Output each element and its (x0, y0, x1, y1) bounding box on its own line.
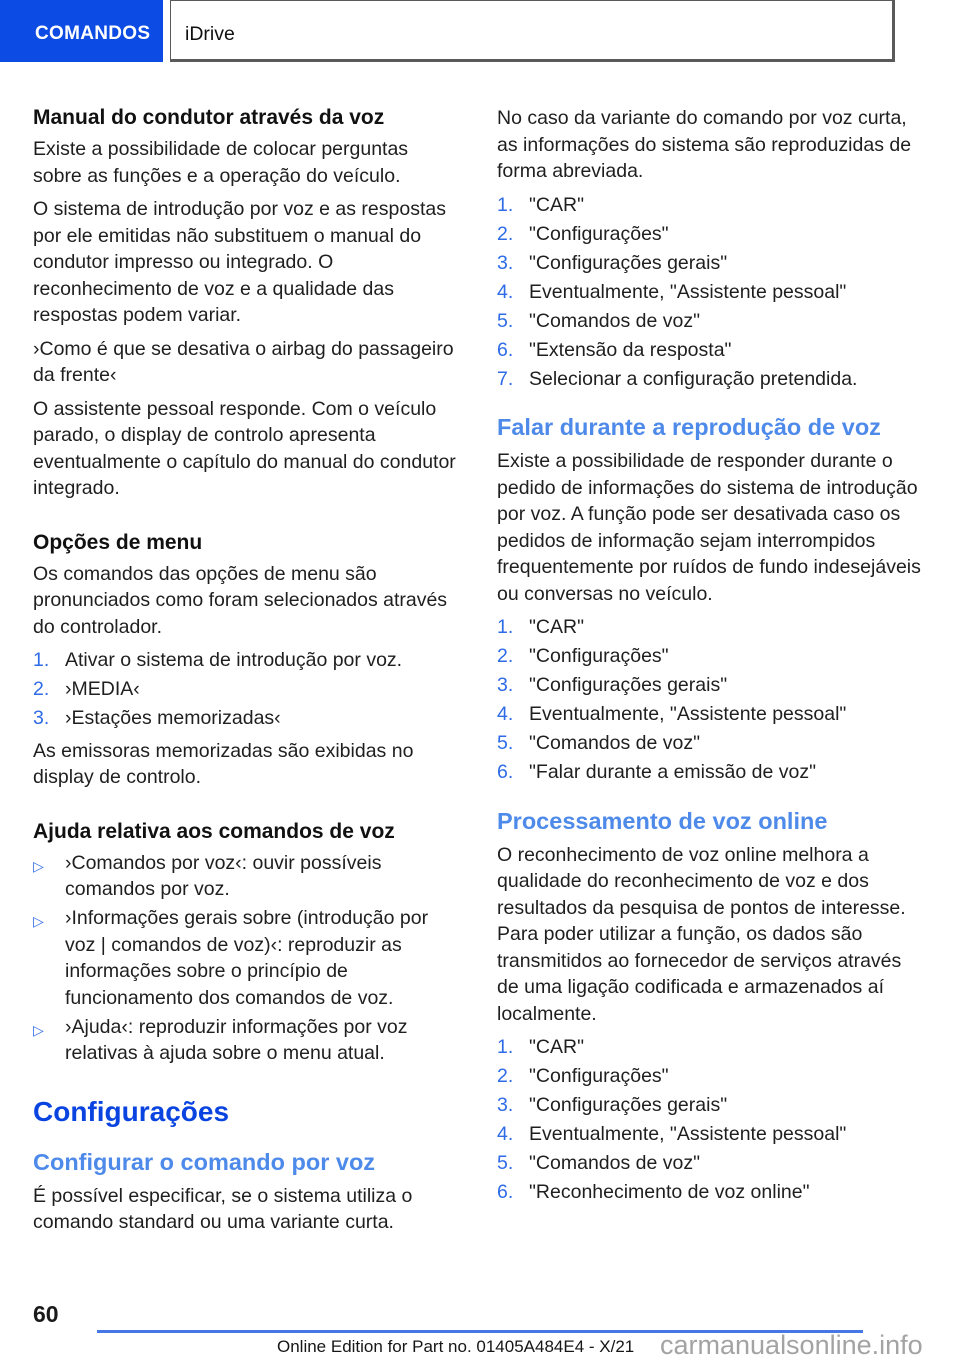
numbered-list (33, 647, 460, 732)
list-item (497, 337, 924, 364)
heading-manual-voz: Manual do condutor através da voz (33, 106, 385, 129)
list-item (497, 614, 924, 641)
numbered-list (497, 614, 924, 786)
list-number: 5. (497, 732, 514, 754)
paragraph: Existe a possibilidade de colocar perguntas sobre as funções e a operação do veículo. (33, 138, 409, 187)
bullet-item-text: ›Informações gerais sobre (introdução por voz | comandos de voz)‹: reproduzir as informações sobre o princípio de funcionamento dos comandos de voz. (65, 907, 429, 1009)
list-number: 2. (497, 645, 514, 667)
paragraph: O sistema de introdução por voz e as respostas por ele emitidas não substituem o manual do condutor impresso ou integrado. O reconhecimento de voz e a qualidade das respostas podem variar. (33, 198, 446, 326)
list-item (497, 643, 924, 670)
heading-falar-durante: Falar durante a reprodução de voz (497, 414, 881, 440)
left-column (33, 105, 460, 1243)
list-item (497, 1179, 924, 1206)
list-item (497, 1121, 924, 1148)
heading-configurar-comando: Configurar o comando por voz (33, 1148, 376, 1175)
heading-ajuda-comandos: Ajuda relativa aos comandos de voz (33, 819, 395, 843)
list-item-text: "Comandos de voz" (529, 1152, 701, 1174)
list-number: 3. (33, 707, 50, 729)
list-item (497, 1150, 924, 1177)
list-item (497, 730, 924, 757)
paragraph: ›Como é que se desativa o airbag do passageiro da frente‹ (33, 337, 454, 386)
list-number: 6. (497, 761, 514, 783)
list-number: 1. (497, 1036, 514, 1058)
list-item (33, 647, 460, 674)
list-item (497, 221, 924, 248)
list-item-text: "CAR" (529, 193, 585, 216)
bullet-item (33, 850, 460, 903)
triangle-bullet-icon: ▷ (33, 913, 44, 929)
list-number: 4. (497, 280, 514, 303)
list-item (497, 366, 924, 393)
list-number: 1. (497, 193, 514, 216)
triangle-bullet-icon: ▷ (33, 1021, 44, 1038)
heading-configuracoes: Configurações (33, 1095, 230, 1127)
list-item-text: Eventualmente, "Assistente pessoal" (529, 703, 847, 725)
list-item (497, 279, 924, 306)
list-number: 2. (497, 222, 514, 245)
paragraph: Os comandos das opções de menu são pronunciados como foram selecionados através do controlador. (33, 562, 448, 638)
numbered-list (497, 192, 924, 393)
numbered-list (497, 1034, 924, 1206)
list-item-text: "Configurações" (529, 222, 669, 245)
list-item-text: Eventualmente, "Assistente pessoal" (529, 1123, 847, 1145)
paragraph: Existe a possibilidade de responder durante o pedido de informações do sistema de introdução por voz. A função pode ser desativada caso os pedidos de informação sejam interrompidos frequentemente por ruídos de fundo indesejáveis ou conversas no veículo. (497, 450, 921, 605)
list-item-text: ›Estações memorizadas‹ (65, 707, 281, 729)
chapter-tab (0, 0, 163, 62)
bullet-list (33, 850, 460, 1067)
list-item-text: "Configurações" (529, 645, 669, 667)
section-label: iDrive (185, 22, 235, 45)
edition-note: Online Edition for Part no. 01405A484E4 - X/21 (277, 1337, 635, 1356)
right-column (497, 105, 924, 1243)
list-item-text: ›MEDIA‹ (65, 678, 140, 700)
list-number: 3. (497, 251, 514, 274)
list-item-text: "Extensão da resposta" (529, 338, 732, 361)
list-item-text: "CAR" (529, 616, 585, 638)
list-number: 5. (497, 1152, 514, 1174)
list-item (497, 192, 924, 219)
list-number: 4. (497, 1123, 514, 1145)
heading-opcoes-menu: Opções de menu (33, 530, 203, 554)
list-number: 1. (497, 616, 514, 638)
list-number: 5. (497, 309, 514, 332)
paragraph: É possível especificar, se o sistema utiliza o comando standard ou uma variante curta. (33, 1184, 413, 1233)
list-item (497, 250, 924, 277)
list-item-text: "Comandos de voz" (529, 309, 701, 332)
list-item-text: Selecionar a configuração pretendida. (529, 367, 858, 390)
list-item (33, 705, 460, 732)
list-item-text: "Configurações gerais" (529, 251, 728, 274)
list-item (33, 676, 460, 703)
page-content (33, 105, 924, 1243)
list-number: 3. (497, 674, 514, 696)
list-item (497, 1063, 924, 1090)
list-item (497, 308, 924, 335)
list-number: 6. (497, 1181, 514, 1203)
bullet-item-text: ›Comandos por voz‹: ouvir possíveis comandos por voz. (65, 851, 382, 900)
list-item-text: "Reconhecimento de voz online" (529, 1181, 810, 1203)
list-item-text: "CAR" (529, 1036, 585, 1058)
list-item-text: "Comandos de voz" (529, 732, 701, 754)
bullet-item (33, 1014, 460, 1067)
list-item (497, 701, 924, 728)
list-item (497, 672, 924, 699)
watermark-text: carmanualsonline.info (660, 1330, 923, 1360)
list-item-text: Ativar o sistema de introdução por voz. (65, 649, 403, 671)
list-number: 2. (497, 1065, 514, 1087)
list-item-text: "Configurações" (529, 1065, 669, 1087)
paragraph: No caso da variante do comando por voz curta, as informações do sistema são reproduzidas de forma abreviada. (497, 107, 912, 182)
bullet-item (33, 905, 460, 1011)
list-number: 1. (33, 649, 50, 671)
list-number: 3. (497, 1094, 514, 1116)
heading-processamento-online: Processamento de voz online (497, 807, 828, 834)
list-number: 2. (33, 678, 50, 700)
bullet-item-text: ›Ajuda‹: reproduzir informações por voz relativas à ajuda sobre o menu atual. (65, 1015, 408, 1064)
list-item-text: "Configurações gerais" (529, 1094, 728, 1116)
paragraph: O reconhecimento de voz online melhora a qualidade do reconhecimento de voz e dos resultados da pesquisa de pontos de interesse. Para poder utilizar a função, os dados são transmitidos ao fornecedor de serviços através de uma ligação codificada e armazenados aí localmente. (497, 843, 906, 1025)
chapter-label: COMANDOS (35, 22, 151, 44)
paragraph: O assistente pessoal responde. Com o veículo parado, o display de controlo apresenta eventualmente o capítulo do manual do condutor integrado. (33, 397, 456, 499)
triangle-bullet-icon: ▷ (33, 857, 44, 874)
page-number: 60 (33, 1301, 59, 1327)
list-number: 6. (497, 338, 514, 361)
list-number: 7. (497, 367, 514, 390)
list-number: 4. (497, 703, 514, 725)
section-header-box (170, 0, 895, 62)
list-item (497, 1092, 924, 1119)
list-item (497, 759, 924, 786)
paragraph: As emissoras memorizadas são exibidas no display de controlo. (33, 739, 414, 788)
list-item-text: "Configurações gerais" (529, 674, 728, 696)
list-item-text: "Falar durante a emissão de voz" (529, 761, 816, 783)
list-item (497, 1034, 924, 1061)
list-item-text: Eventualmente, "Assistente pessoal" (529, 280, 847, 303)
